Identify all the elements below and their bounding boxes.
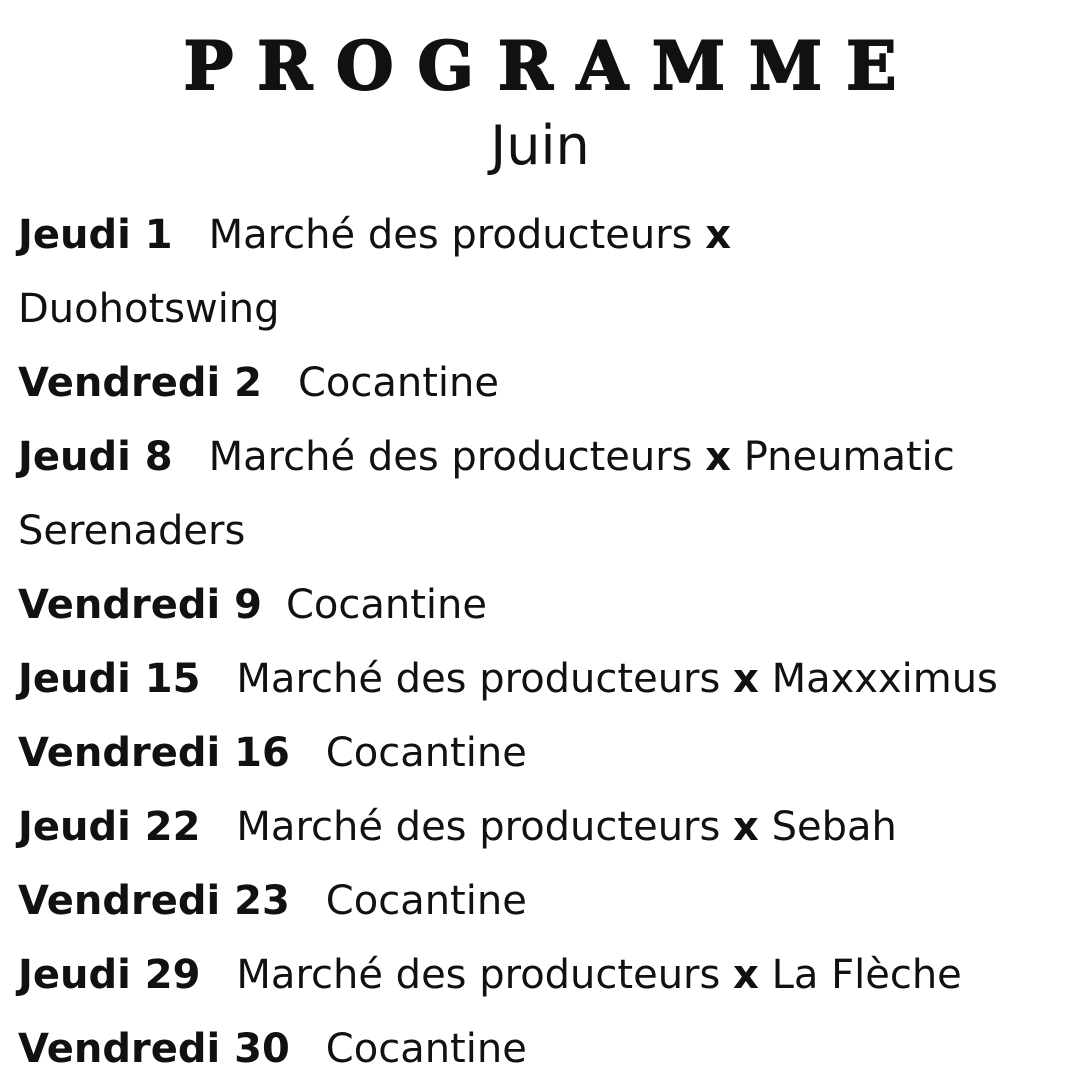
schedule-item-jeudi-15 xyxy=(18,644,998,714)
schedule-day: Jeudi 29 xyxy=(18,952,201,998)
schedule-separator: x xyxy=(705,212,732,258)
schedule-artist: Serenaders xyxy=(18,508,246,554)
schedule-day: Jeudi 15 xyxy=(18,656,201,702)
schedule-artist: La Flèche xyxy=(771,952,962,998)
schedule-day: Jeudi 8 xyxy=(18,434,173,480)
schedule-separator: x xyxy=(705,434,732,480)
schedule-day: Vendredi 9 xyxy=(18,582,262,628)
schedule-item-vendredi-23 xyxy=(18,866,527,936)
schedule-event: Cocantine xyxy=(325,878,527,924)
schedule-day: Vendredi 2 xyxy=(18,360,262,406)
schedule-event: Cocantine xyxy=(297,360,499,406)
schedule-item-jeudi-1 xyxy=(18,200,731,270)
schedule-event: Marché des producteurs xyxy=(208,212,693,258)
schedule-event: Marché des producteurs xyxy=(236,804,721,850)
schedule-event: Marché des producteurs xyxy=(236,656,721,702)
schedule-separator: x xyxy=(733,952,759,998)
schedule-artist: Pneumatic xyxy=(743,434,955,480)
schedule-item-continuation xyxy=(18,274,280,344)
month-heading: Juin xyxy=(490,114,590,177)
schedule-item-vendredi-9 xyxy=(18,570,487,640)
page-title: PROGRAMME xyxy=(183,27,921,105)
schedule-event: Marché des producteurs xyxy=(208,434,693,480)
schedule-separator: x xyxy=(733,656,759,702)
schedule-day: Jeudi 22 xyxy=(18,804,201,850)
schedule-separator: x xyxy=(733,804,759,850)
schedule-item-vendredi-30 xyxy=(18,1014,527,1084)
schedule-event: Cocantine xyxy=(325,1026,527,1072)
schedule-event: Marché des producteurs xyxy=(236,952,721,998)
schedule-event: Cocantine xyxy=(285,582,487,628)
schedule-event: Cocantine xyxy=(325,730,527,776)
schedule-artist: Duohotswing xyxy=(18,286,280,332)
schedule-item-jeudi-8 xyxy=(18,422,955,492)
schedule-day: Vendredi 16 xyxy=(18,730,290,776)
schedule-artist: Maxxximus xyxy=(771,656,998,702)
schedule-item-continuation xyxy=(18,496,245,566)
schedule-day: Jeudi 1 xyxy=(18,212,173,258)
schedule-day: Vendredi 23 xyxy=(18,878,290,924)
schedule-item-vendredi-16 xyxy=(18,718,527,788)
schedule-item-vendredi-2 xyxy=(18,348,499,418)
schedule-day: Vendredi 30 xyxy=(18,1026,290,1072)
schedule-artist: Sebah xyxy=(771,804,897,850)
schedule-item-jeudi-22 xyxy=(18,792,897,862)
schedule-item-jeudi-29 xyxy=(18,940,962,1010)
